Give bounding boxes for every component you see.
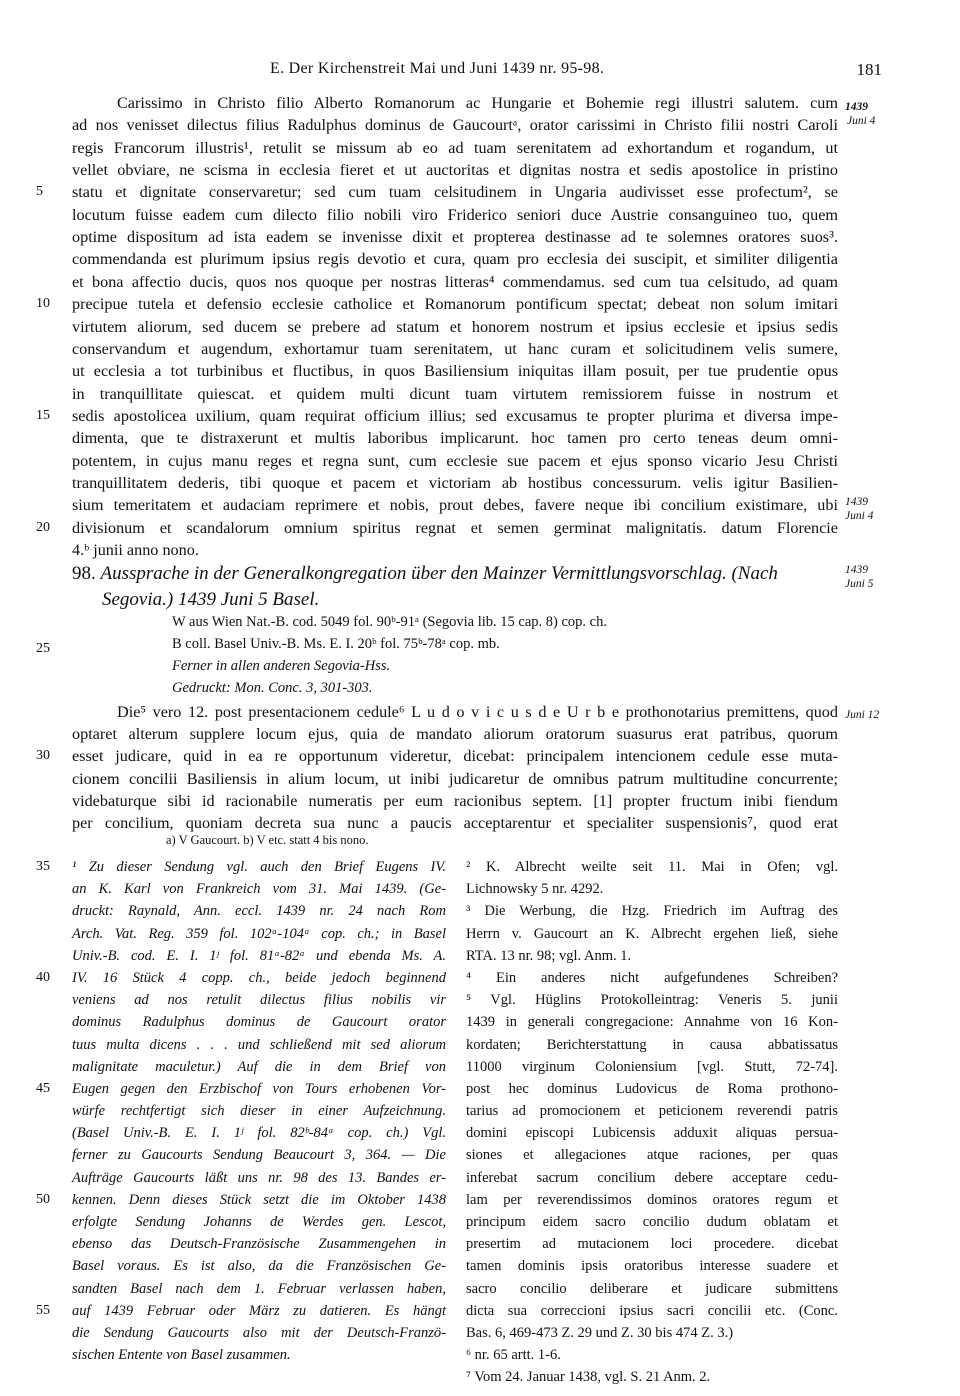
letter-line-text: locutum fuisse eadem cum dilecto filio nobili viro Friderico seniori duce Austrie consanguineo tuo, quem — [72, 205, 838, 224]
item-title-line-1: Aussprache in der Generalkongregation über den Mainzer Vermittlungsvorschlag. (Nach — [100, 563, 778, 584]
letter-line — [0, 293, 960, 315]
margin-date-bottom — [845, 495, 925, 523]
footnote-line: RTA. 13 nr. 98; vgl. Anm. 1. — [466, 947, 632, 964]
footnote-line: erfolgte Sendung Johanns de Werdes gen. Lescot, — [72, 1214, 446, 1230]
letter-line-text: in tranquillitate quiescat. et quidem multi dicunt tuam virtutem remissiorem fuisse in nostrum et — [72, 384, 838, 403]
footnote-line: sischen Entente von Basel zusammen. — [72, 1347, 291, 1364]
letter-line-text: ut ecclesia a tot turbinibus et fluctibus, in quos Basiliensium iniquitas illam posuit, per tue prudentie opus — [72, 362, 838, 381]
footnote-line: Aufträge Gaucourts läßt uns nr. 98 des 13. Bandes er- — [72, 1169, 446, 1186]
footnote-line: Basel voraus. Es ist also, da die Französischen Ge- — [72, 1258, 446, 1275]
letter-line — [0, 204, 960, 226]
source-line: W aus Wien Nat.-B. cod. 5049 fol. 90ᵇ-91ᵃ (Segovia lib. 15 cap. 8) cop. ch. — [172, 614, 607, 630]
margin-date-item98 — [845, 563, 925, 591]
footnote-line: inferebat sacrum concilium debere acceptare cedu- — [466, 1169, 838, 1186]
footnote-line: ⁷ Vom 24. Januar 1438, vgl. S. 21 Anm. 2. — [466, 1369, 711, 1386]
footnote-line: ⁵ Vgl. Hüglins Protokolleintrag: Veneris 5. junii — [466, 992, 838, 1009]
letter-line — [0, 248, 960, 270]
line-number: 45 — [36, 1081, 50, 1096]
footnote-line: tarius ad promocionem et peticionem reverendi patris — [466, 1103, 838, 1120]
letter-line-text: precipue tutela et defensio ecclesie catholice et Romanorum pontificum spectat; debeat non solum imitari — [72, 295, 838, 314]
footnote-line: presertim ad mutacionem loci procedere. dicebat — [466, 1236, 838, 1253]
line-number: 50 — [36, 1192, 50, 1207]
footnote-line: ³ Die Werbung, die Hzg. Friedrich im Auftrag des — [466, 903, 838, 920]
footnote-line: Bas. 6, 469-473 Z. 29 und Z. 30 bis 474 Z. 3.) — [466, 1324, 734, 1341]
footnote-line: tuus multa dicens . . . und schließend mit sed aliorum — [72, 1036, 446, 1053]
footnote-line: post hec dominus Ludovicus de Roma prothono- — [466, 1080, 838, 1097]
margin-year: 1439 — [845, 101, 868, 113]
letter-line-text: ad nos venisset dilectus filius Radulphus dominus de Gaucourtᵃ, orator carissimi in Christo filii nostri Caroli — [72, 116, 838, 135]
letter-line — [0, 472, 960, 494]
footnote-line: dicta sua correccioni ipsius sacri concilii etc. (Conc. — [466, 1302, 838, 1319]
letter-line — [0, 494, 960, 516]
footnote-line: lam per reverendissimos dominos oratores regum et — [466, 1191, 838, 1208]
letter-line-text: virtutem aliorum, sed ducem se prebere ad statum et honorem nostrum et ipsius ecclesie et ipsius sedis — [72, 317, 838, 336]
footnote-line: veniens ad nos retulit dilectus filius nobilis vir — [72, 992, 446, 1009]
line-number: 55 — [36, 1303, 50, 1318]
text-line — [0, 723, 960, 745]
footnote-line: domini episcopi Lubicensis adduxit aliquas persua- — [466, 1125, 838, 1142]
running-title: E. Der Kirchenstreit Mai und Juni 1439 nr. 95-98. — [270, 60, 605, 77]
margin-day: Juni 5 — [845, 578, 874, 590]
line-number: 40 — [36, 970, 50, 985]
letter-line — [0, 405, 960, 427]
letter-line-text: regis Francorum illustris¹, retulit se missum ab eo ad tuam serenitatem ad exhortandum et rogandum, ut — [72, 138, 838, 157]
footnote-line: Herrn v. Gaucourt an K. Albrecht ergehen ließ, siehe — [466, 925, 838, 942]
line-number: 5 — [36, 184, 43, 200]
footnote-line: ¹ Zu dieser Sendung vgl. auch den Brief Eugens IV. — [72, 859, 446, 875]
footnote-line: ferner zu Gaucourts Sendung Beaucourt 3, 364. — Die — [72, 1147, 446, 1164]
letter-line-text: et bona affectio ducis, quos nos quoque per nostras litteras⁴ commendamus. sed cum tua celsitudo, ad quam — [72, 272, 838, 291]
letter-line — [0, 517, 960, 539]
footnote-line: sacro concilio deliberare et judicare submittens — [466, 1280, 838, 1297]
letter-line-text: sium temeritatem et audaciam reprimere et nobis, prout debes, favere neque ibi concilium existimare, ubi — [72, 496, 838, 515]
margin-year: 1439 — [845, 496, 868, 508]
line-number: 15 — [36, 407, 50, 423]
letter-line — [0, 271, 960, 293]
footnote-line: auf 1439 Februar oder März zu datieren. Es hängt — [72, 1302, 446, 1319]
text-line — [0, 745, 960, 767]
letter-line — [0, 539, 960, 561]
text-line — [0, 701, 960, 723]
letter-line — [0, 114, 960, 136]
line-number: 10 — [36, 296, 50, 312]
footnote-line: Lichnowsky 5 nr. 4292. — [466, 881, 604, 898]
letter-line — [0, 226, 960, 248]
text-line-text: videbaturque sibi id racionabile numeratis per eum racionibus septem. [1] propter fructum inibi fiendum — [72, 791, 838, 810]
letter-line — [0, 181, 960, 203]
text-line-text: optaret alterum supplere locum ejus, quia de mandato aliorum oratorum suasurus erat patribus, quorum — [72, 725, 838, 744]
footnote-line: druckt: Raynald, Ann. eccl. 1439 nr. 24 nach Rom — [72, 903, 446, 920]
footnote-line: ⁴ Ein anderes nicht aufgefundenes Schreiben? — [466, 969, 838, 986]
footnote-line: tamen dominis ipsis oratoribus interesse suadere et — [466, 1258, 838, 1275]
letter-line — [0, 137, 960, 159]
letter-line-text: commendanda est plurimum ipsius regis devotio et cura, quam pro ecclesia dei suscipit, et similiter diligentia — [72, 250, 838, 269]
text-line-text: esset judicare, quid in ea re opportunum videretur, dicebat: principalem intencionem cedule esse muta- — [72, 747, 838, 766]
footnote-line: 11000 virginum Coloniensium [vgl. Stutt, 72-74]. — [466, 1058, 838, 1075]
letter-line — [0, 338, 960, 360]
letter-line-text: 4.ᵇ junii anno nono. — [72, 541, 199, 559]
footnote-line: (Basel Univ.-B. E. I. 1ʲ fol. 82ᵇ-84ᵃ cop. ch.) Vgl. — [72, 1125, 446, 1142]
letter-line — [0, 316, 960, 338]
source-line: Ferner in allen anderen Segovia-Hss. — [172, 658, 391, 674]
line-number: 30 — [36, 748, 50, 764]
text-line-text: Die⁵ vero 12. post presentacionem cedule⁶ L u d o v i c u s d e U r b e prothonotarius premittens, quod — [117, 703, 838, 721]
letter-line-text: statu et dignitate conservaretur; sed cum tuam celsitudinem in Ungaria audivisset esse profectum², se — [72, 183, 838, 202]
footnote-line: IV. 16 Stück 4 copp. ch., beide jedoch beginnend — [72, 969, 446, 986]
line-number: 20 — [36, 519, 50, 535]
letter-line-text: dimenta, que te distraxerunt et multis laboribus implicarunt. hoc tamen pro certo teneas deum omni- — [72, 429, 838, 448]
footnote-line: die Sendung Gaucourts also mit der Deutsch-Franzö- — [72, 1324, 446, 1341]
letter-line-text: Carissimo in Christo filio Alberto Romanorum ac Hungarie et Bohemie regi illustri salutem. cum — [117, 94, 838, 112]
letter-line-text: divisionum et scandalorum omnium spiritus regnat et semen germinat malignitatis. datum Florencie — [72, 518, 838, 537]
letter-line-text: sedis apostolicea uxilium, quam requirat officium illius; sed excusamus te propter plurima et diversa impe- — [72, 406, 838, 425]
text-line — [0, 768, 960, 790]
footnotes-right — [466, 856, 838, 1389]
margin-date-text: Juni 12 — [845, 709, 880, 721]
text-line — [0, 790, 960, 812]
item-number: 98. — [72, 563, 96, 584]
letter-line — [0, 427, 960, 449]
page-number: 181 — [856, 60, 882, 79]
letter-line-text: conservandum et augendum, exhortamur tuam serenitatem, ut hanc curam et solicitudinem velis sumere, — [72, 339, 838, 358]
footnote-line: Univ.-B. cod. E. I. 1ʲ fol. 81ᵃ-82ᵃ und ebenda Ms. A. — [72, 947, 446, 964]
text-line-text: per concilium, quoniam decreta sua nunc a paucis acceptarentur et specialiter suspensionis⁷, quod erat — [72, 814, 838, 832]
footnote-line: malignitate maculetur.) Auf die in dem Brief von — [72, 1058, 446, 1075]
running-header — [60, 60, 900, 86]
margin-day: Juni 4 — [845, 510, 874, 522]
footnote-line: ² K. Albrecht weilte seit 11. Mai in Ofen; vgl. — [466, 859, 838, 875]
letter-line — [0, 159, 960, 181]
critical-apparatus: a) V Gaucourt. b) V etc. statt 4 bis nono. — [166, 833, 369, 847]
footnote-line: Arch. Vat. Reg. 359 fol. 102ᵃ-104ᵃ cop. ch.; in Basel — [72, 925, 446, 942]
letter-line — [0, 450, 960, 472]
footnote-line: sandten Basel nach dem 1. Februar verlassen haben, — [72, 1280, 446, 1297]
footnote-line: siones et allegaciones atque raciones, per quas — [466, 1147, 838, 1164]
footnotes-left — [72, 856, 446, 1366]
letter-line — [0, 383, 960, 405]
letter-line — [0, 92, 960, 114]
letter-line-text: vellet obviare, ne scisma in ecclesia fieret et ut auctoritas et dignitas nostra et sedis apostolice in pristino — [72, 161, 838, 180]
letter-line-text: optime dispositum ad ista eadem se invenisse dixit et propterea destinasse ad te solemnes oratores suos³. — [72, 228, 838, 247]
margin-year: 1439 — [845, 564, 868, 576]
footnote-line: 1439 in generali congregacione: Annahme von 16 Kon- — [466, 1014, 838, 1031]
item-title-line-2: Segovia.) 1439 Juni 5 Basel. — [102, 589, 320, 610]
footnote-line: an K. Karl von Frankreich vom 31. Mai 1439. (Ge- — [72, 881, 446, 898]
footnote-line: ebenso das Deutsch-Französische Zusammengehen in — [72, 1236, 446, 1253]
footnote-line: principum eidem sacro concilio dudum oblatam et — [466, 1214, 838, 1230]
line-number: 35 — [36, 859, 50, 874]
footnote-line: ⁶ nr. 65 artt. 1-6. — [466, 1347, 561, 1364]
letter-line-text: tranquillitatem dederis, tibi quoque et pacem et victoriam ab hostibus concessurum. velis igitur Basilien- — [72, 473, 838, 492]
letter-line — [0, 360, 960, 382]
item-title — [72, 561, 852, 613]
margin-day: Juni 4 — [847, 115, 876, 127]
source-line: B coll. Basel Univ.-B. Ms. E. I. 20ᵇ fol. 75ᵇ-78ᵃ cop. mb. — [172, 636, 500, 652]
footnote-line: Eugen gegen den Erzbischof von Tours erhobenen Vor- — [72, 1080, 446, 1097]
text-line-text: cionem concilii Basiliensis in alium locum, ut inibi judicaretur de omnibus patrum multitudine concurrente; — [72, 769, 838, 788]
footnote-line: kennen. Denn dieses Stück setzt die im Oktober 1438 — [72, 1191, 446, 1208]
footnote-line: dominus Radulphus dominus de Gaucourt orator — [72, 1014, 446, 1031]
line-number: 25 — [36, 641, 50, 656]
letter-line-text: potentem, in cujus manu reges et regna sunt, cum ecclesie sue pacem et ejus sponso vicario Jesu Christi — [72, 451, 838, 470]
text-line — [0, 812, 960, 834]
footnote-line: kordaten; Berichterstattung in causa abbatissatus — [466, 1036, 838, 1053]
source-line: Gedruckt: Mon. Conc. 3, 301-303. — [172, 680, 373, 696]
footnote-line: würfe rechtfertigt sich dieser in einer Aufzeichnung. — [72, 1103, 446, 1120]
